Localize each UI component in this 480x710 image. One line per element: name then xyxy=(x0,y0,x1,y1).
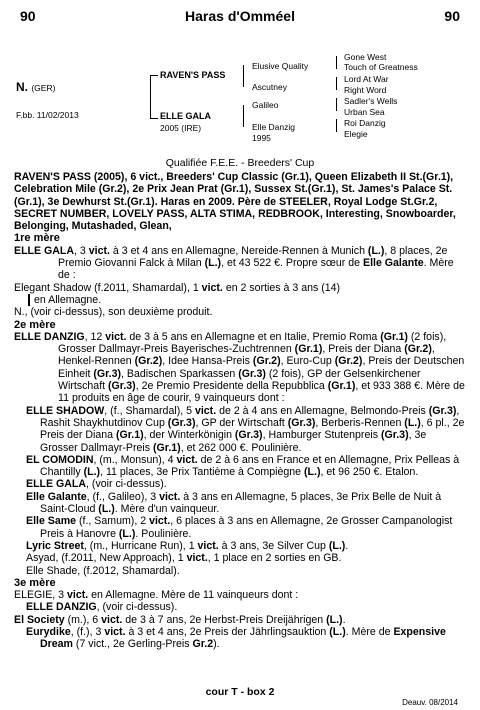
lot-number-right: 90 xyxy=(444,8,460,24)
bracket-dam xyxy=(243,105,244,127)
page-header xyxy=(0,8,480,30)
gen3-sss: Gone West xyxy=(344,52,387,62)
produce-entry: Elegant Shadow (f.2011, Shamardal), 1 vict. en 2 sorties à 3 ans (14) xyxy=(14,281,341,294)
bracket-sire xyxy=(243,65,244,87)
produce-entry: Elle Galante, (f., Galileo), 3 vict. à 3 ans en Allemagne, 5 places, 3e Prix Belle de Nuit à Saint-Cloud (L.). Mère d'un vainqueur. xyxy=(26,490,442,516)
dam-year: 2005 (IRE) xyxy=(160,123,202,133)
dam-sire: Galileo xyxy=(252,100,279,110)
bracket-gen1 xyxy=(150,75,151,119)
section-1re-mere: 1re mère xyxy=(14,232,60,245)
gen3-ddd: Elegie xyxy=(344,129,368,139)
gen3-ssd: Touch of Greatness xyxy=(344,62,418,72)
produce-entry: Elle Same (f., Samum), 2 vict., 6 places à 3 ans en Allemagne, 2e Grosser Campanologist Preis à Hanovre (L.). Poulinière. xyxy=(26,515,453,540)
stable-location: cour T - box 2 xyxy=(205,686,275,698)
gen3-dss: Sadler's Wells xyxy=(344,96,398,106)
dam-dam-year: 1995 xyxy=(252,133,271,143)
dam-name: ELLE GALA xyxy=(160,111,211,121)
produce-entry: EL COMODIN, (m., Monsun), 4 vict. de 2 à 6 ans en France et en Allemagne, Prix Pelleas à Chantilly (L.), 11 places, 3e Prix Tantième à Compiègne (L.), et 96 250 €. Etalon. xyxy=(26,453,460,479)
catalogue-text: RAVEN'S PASS (2005), 6 vict., Breeders' Cup Classic (Gr.1), Queen Elizabeth II St.(Gr.1), Celebration Mile (Gr.2), 2e Prix Jean Prat (Gr.1), Sussex St.(Gr.1), St. James's Palace St.(Gr.1), 3e Dewhurst St.(Gr.1). Haras en 2009. Père de STEELER, Royal Lodge St.Gr.2, SECRET NUMBER, LOVELY PASS, ALTA STIMA, REDBROOK, Interesting, Snowboarder, Belonging, Mutashaded, Glean, 1re mère ELLE GALA, 3 vict. à 3 et 4 ans en Allemagne, Nereide-Rennen à Munich (L.), 8 places, 2e Premio Giovanni Falck à Milan (L.), et 43 522 €. Propre sœur de Elle Galante. Mère de : Elegant Shadow (f.2011, Shamardal), 1 vict. en 2 sorties à 3 ans (14) en Allemagne. N., (voir ci-dessus), son deuxième produit. 2e mère ELLE DANZIG, 12 vict. de 3 à 5 ans en Allemagne et en Italie, Premio Roma (Gr.1) (2 fois), Grosser Dallmayr-Preis Bayerisches-Zuchtrennen (Gr.1), Preis der Diana (Gr.2), Henkel-Rennen (Gr.2), Idee Hansa-Preis (Gr.2), Euro-Cup (Gr.2), Preis der Deutschen Einheit (Gr.3), Badischen Sparkassen (Gr.3) (2 fois), GP der Gelsenkirchener Wirtschaft (Gr.3), 2e Premio Presidente della Repubblica (Gr.1), et 933 388 €. Mère de 11 produits en âge de courir, 9 vainqueurs dont : ELLE SHADOW, (f., Shamardal), 5 vict. de 2 à 4 ans en Allemagne, Belmondo-Preis (Gr.3), Rashit Shaykhutdinov Cup (Gr.3), GP der Wirtschaft (Gr.3), Berberis-Rennen (L.), 6 pl., 2e Preis der Diana (Gr.1), der Winterkönigin (Gr.3), Hamburger Stutenpreis (Gr.3), 3e Grosser Dallmayr-Preis (Gr.1), et 262 000 €. Poulinière. EL COMODIN, (m., Monsun), 4 vict. de 2 à 6 ans en France et en Allemagne, Prix Pelleas à Chantilly (L.), 11 places, 3e Prix Tantième à Compiègne (L.), et 96 250 €. Etalon. ELLE GALA, (voir ci-dessus). Elle Galante, (f., Galileo), 3 vict. à 3 ans en Allemagne, 5 places, 3e Prix Belle de Nuit à Saint-Cloud (L.). Mère d'un vainqueur. Elle Same (f., Samum), 2 vict., 6 places à 3 ans en Allemagne, 2e Grosser Campanologist Preis à Hanovre (L.). Poulinière. Lyric Street, (m., Hurricane Run), 1 vict. à 3 ans, 3e Silver Cup (L.). Asyad, (f.2011, New Approach), 1 vict., 1 place en 2 sorties en GB. Elle Shade, (f.2012, Shamardal). 3e mère ELEGIE, 3 vict. en Allemagne. Mère de 11 vainqueurs dont : ELLE DANZIG, (voir ci-dessus). El Society (m.), 6 vict. de 3 à 7 ans, 2e Herbst-Preis Dreijährigen (L.). Eurydike, (f.), 3 vict. à 3 et 4 ans, 2e Preis der Jährlingsauktion (L.). Mère de Expensive Dream (7 vict., 2e Gerling-Preis Gr.2). xyxy=(14,171,465,651)
gen3-sdd: Right Word xyxy=(344,85,387,95)
third-dam-entry: ELEGIE, 3 vict. en Allemagne. Mère de 11 vainqueurs dont : xyxy=(14,589,299,602)
produce-entry: N., (voir ci-dessus), son deuxième produit. xyxy=(14,306,213,319)
pedigree-chart xyxy=(0,52,480,152)
produce-entry: Eurydike, (f.), 3 vict. à 3 et 4 ans, 2e Preis der Jährlingsauktion (L.). Mère de Expensive Dream (7 vict., 2e Gerling-Preis Gr.2). xyxy=(26,625,446,651)
gen3-dds: Roi Danzig xyxy=(344,118,386,128)
produce-entry: ELLE GALA, (voir ci-dessus). xyxy=(26,478,167,491)
qualification-line: Qualifiée F.E.E. - Breeders' Cup xyxy=(165,157,315,169)
sire-summary: RAVEN'S PASS (2005), 6 vict., Breeders' Cup Classic (Gr.1), Queen Elizabeth II St.(Gr.1), Celebration Mile (Gr.2), 2e Prix Jean Prat (Gr.1), Sussex St.(Gr.1), St. James's Palace St.(Gr.1), 3e Dewhurst St.(Gr.1). Haras en 2009. Père de STEELER, Royal Lodge St.Gr.2, SECRET NUMBER, LOVELY PASS, ALTA STIMA, REDBROOK, Interesting, Snowboarder, Belonging, Mutashaded, Glean, xyxy=(14,171,456,233)
horse-birth: F.bb. 11/02/2013 xyxy=(16,110,79,120)
produce-entry: Asyad, (f.2011, New Approach), 1 vict., 1 place en 2 sorties en GB. xyxy=(26,552,342,565)
sire-dam: Ascutney xyxy=(252,82,287,92)
produce-entry: ELLE DANZIG, (voir ci-dessus). xyxy=(26,601,178,614)
produce-entry: El Society (m.), 6 vict. de 3 à 7 ans, 2e Herbst-Preis Dreijährigen (L.). xyxy=(14,613,346,626)
lot-number-left: 90 xyxy=(20,8,36,24)
horse-name: N. (GER) xyxy=(16,80,56,94)
granddam-entry: ELLE DANZIG, 12 vict. de 3 à 5 ans en Allemagne et en Italie, Premio Roma (Gr.1) (2 fois), Grosser Dallmayr-Preis Bayerisches-Zuchtrennen (Gr.1), Preis der Diana (Gr.2), Henkel-Rennen (Gr.2), Idee Hansa-Preis (Gr.2), Euro-Cup (Gr.2), Preis der Deutschen Einheit (Gr.3), Badischen Sparkassen (Gr.3) (2 fois), GP der Gelsenkirchener Wirtschaft (Gr.3), 2e Premio Presidente della Repubblica (Gr.1), et 933 388 €. Mère de 11 produits en âge de courir, 9 vainqueurs dont : xyxy=(14,330,465,405)
dam-entry: ELLE GALA, 3 vict. à 3 et 4 ans en Allemagne, Nereide-Rennen à Munich (L.), 8 places, 2e Premio Giovanni Falck à Milan (L.), et 43 522 €. Propre sœur de Elle Galante. Mère de : xyxy=(14,244,454,282)
produce-entry: Lyric Street, (m., Hurricane Run), 1 vict. à 3 ans, 3e Silver Cup (L.). xyxy=(26,539,349,552)
gen3-sds: Lord At War xyxy=(344,74,389,84)
gen3-dsd: Urban Sea xyxy=(344,107,385,117)
produce-entry: Elle Shade, (f.2012, Shamardal). xyxy=(26,564,180,577)
dam-dam: Elle Danzig xyxy=(252,122,295,132)
section-3e-mere: 3e mère xyxy=(14,576,56,589)
sale-reference: Deauv. 08/2014 xyxy=(402,698,458,707)
section-2e-mere: 2e mère xyxy=(14,318,56,331)
sire-name: RAVEN'S PASS xyxy=(160,70,226,80)
consignor-title: Haras d'Omméel xyxy=(185,8,295,24)
produce-entry: ELLE SHADOW, (f., Shamardal), 5 vict. de 2 à 4 ans en Allemagne, Belmondo-Preis (Gr.3), Rashit Shaykhutdinov Cup (Gr.3), GP der Wirtschaft (Gr.3), Berberis-Rennen (L.), 6 pl., 2e Preis der Diana (Gr.1), der Winterkönigin (Gr.3), Hamburger Stutenpreis (Gr.3), 3e Grosser Dallmayr-Preis (Gr.1), et 262 000 €. Poulinière. xyxy=(26,404,465,454)
sire-sire: Elusive Quality xyxy=(252,61,309,71)
